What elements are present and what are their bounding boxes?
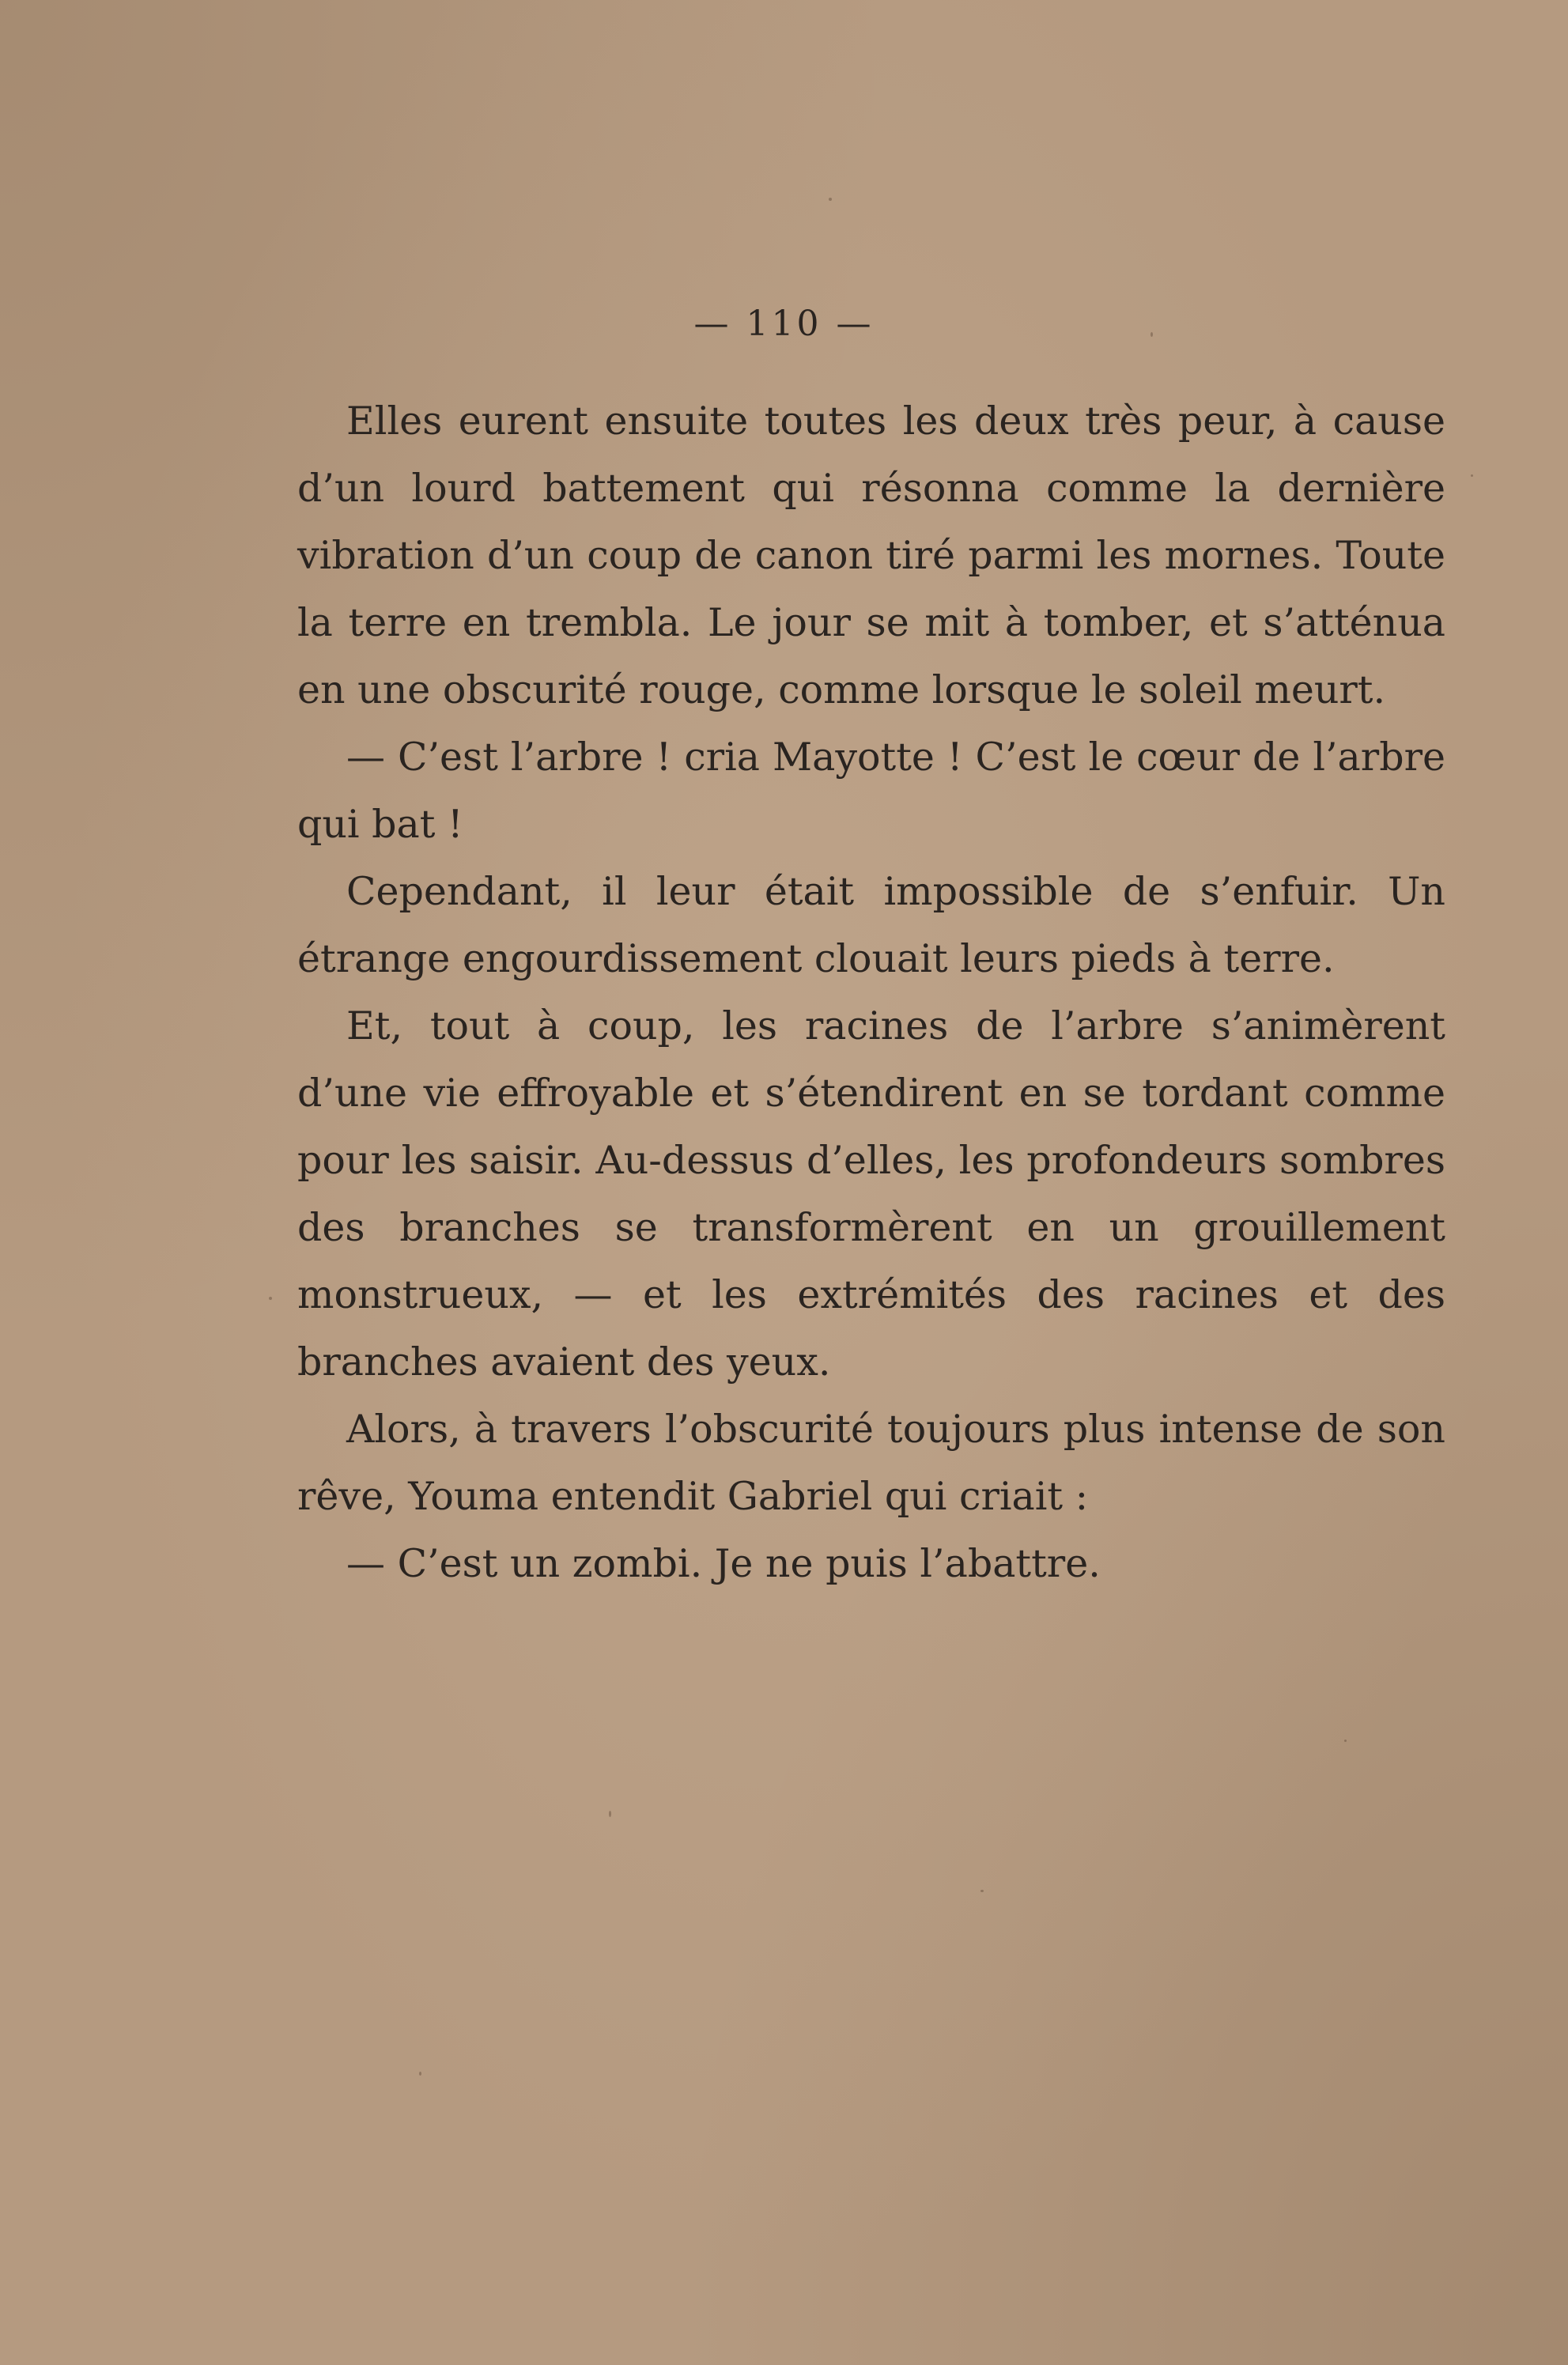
paper-speck (1344, 1740, 1347, 1742)
paper-speck (829, 198, 832, 201)
page-number: — 110 — (693, 304, 875, 344)
paper-speck (609, 1811, 611, 1817)
paper-speck (1471, 474, 1473, 477)
paper-speck (980, 1890, 984, 1892)
paragraph: — C’est un zombi. Je ne puis l’abattre. (346, 1541, 1101, 1586)
paragraph: Cependant, il leur était impossible de s’enfuir. Un étrange engourdissement clouait leurs pieds à terre. (297, 869, 1445, 981)
paragraph: Alors, à travers l’obscurité toujours plus intense de son rêve, Youma entendit Gabriel qui criait : (297, 1407, 1445, 1519)
paper-speck (419, 2072, 421, 2076)
paper-speck (269, 1297, 272, 1300)
paper-speck (1150, 332, 1153, 337)
paragraph: Et, tout à coup, les racines de l’arbre s’animèrent d’une vie effroyable et s’étendirent en se tordant comme pour les saisir. Au-dessus d’elles, les profondeurs sombres des branches se transformèrent en un grouillement monstrueux, — et les extrémités des racines et des branches avaient des yeux. (297, 1003, 1445, 1385)
body-text (297, 387, 1445, 1597)
paragraph: — C’est l’arbre ! cria Mayotte ! C’est le cœur de l’arbre qui bat ! (297, 735, 1445, 847)
paragraph: Elles eurent ensuite toutes les deux très peur, à cause d’un lourd battement qui résonna comme la dernière vibration d’un coup de canon tiré parmi les mornes. Toute la terre en trembla. Le jour se mit à tomber, et s’atténua en une obscurité rouge, comme lorsque le soleil meurt. (297, 399, 1445, 712)
